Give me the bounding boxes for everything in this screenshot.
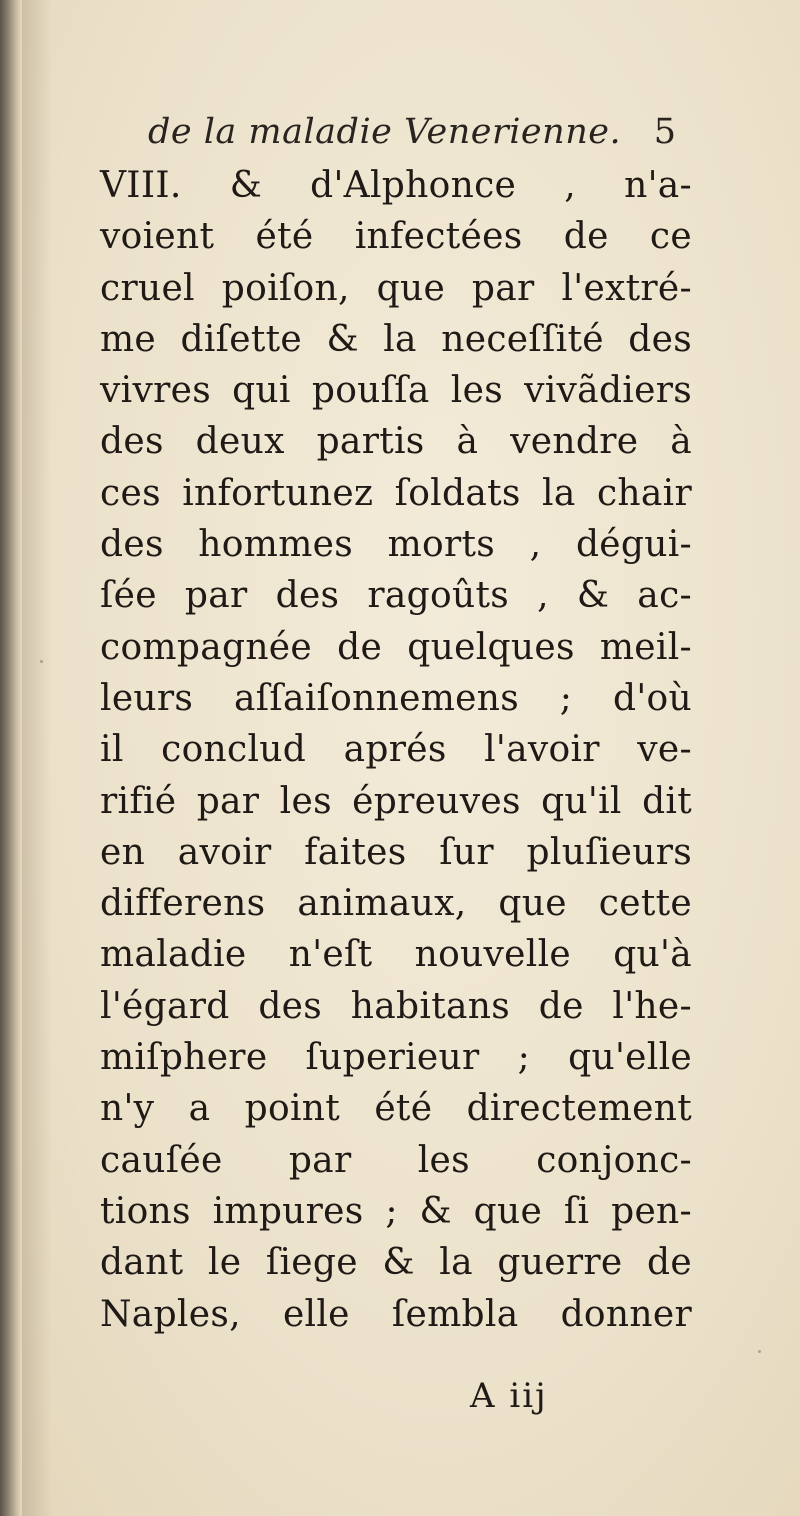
text-line: differens animaux, que cette bbox=[100, 883, 692, 925]
text-line: dant le ſiege & la guerre de bbox=[100, 1242, 692, 1284]
text-line: miſphere ſuperieur ; qu'elle bbox=[100, 1037, 692, 1079]
text-line: tions impures ; & que ſi pen- bbox=[100, 1190, 692, 1232]
text-line: leurs aſſaiſonnemens ; d'où bbox=[100, 677, 692, 719]
text-line: VIII. & d'Alphonce , n'a- bbox=[100, 165, 692, 206]
text-line: Naples, elle ſembla donner bbox=[100, 1293, 692, 1335]
page-number: 5 bbox=[653, 112, 676, 152]
signature-mark: A iij bbox=[470, 1376, 548, 1416]
page-gutter bbox=[0, 0, 22, 1516]
text-line: maladie n'eſt nouvelle qu'à bbox=[100, 934, 692, 976]
text-line: en avoir faites ſur pluſieurs bbox=[100, 831, 692, 873]
body-text bbox=[100, 160, 692, 1340]
gutter-shadow bbox=[22, 0, 52, 1516]
paper-speck bbox=[676, 396, 680, 399]
text-line: cruel poiſon, que par l'extré- bbox=[100, 267, 692, 309]
text-line: vivres qui pouſſa les vivãdiers bbox=[100, 370, 692, 412]
text-line: rifié par les épreuves qu'il dit bbox=[100, 780, 692, 822]
text-line: n'y a point été directement bbox=[100, 1088, 692, 1130]
text-line: l'égard des habitans de l'he- bbox=[100, 985, 692, 1027]
text-line: me diſette & la neceſſité des bbox=[100, 318, 692, 360]
running-head bbox=[148, 112, 688, 158]
text-line: des hommes morts , dégui- bbox=[100, 524, 692, 566]
text-line: il conclud aprés l'avoir ve- bbox=[100, 729, 692, 771]
text-line: cauſée par les conjonc- bbox=[100, 1139, 692, 1181]
text-line: voient été infectées de ce bbox=[100, 216, 692, 258]
running-head-title: de la maladie Venerienne. bbox=[148, 112, 622, 152]
text-line: ces infortunez ſoldats la chair bbox=[100, 472, 692, 514]
text-line: compagnée de quelques meil- bbox=[100, 626, 692, 668]
paper-speck bbox=[40, 660, 43, 663]
text-line: ſée par des ragoûts , & ac- bbox=[100, 575, 692, 617]
paper-speck bbox=[758, 1350, 761, 1353]
text-line: des deux partis à vendre à bbox=[100, 421, 692, 463]
